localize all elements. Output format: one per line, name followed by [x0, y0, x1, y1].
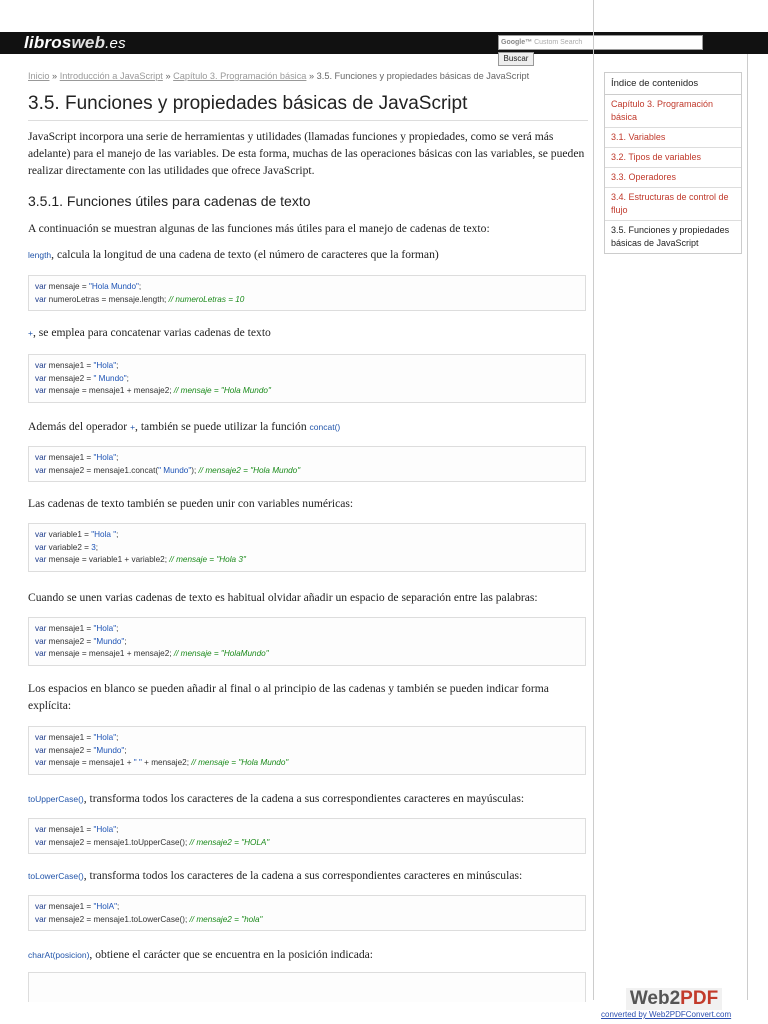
page-title: 3.5. Funciones y propiedades básicas de JavaScript	[28, 93, 468, 114]
code-block-1	[28, 275, 586, 311]
paragraph-uppercase: toUpperCase(), transforma todos los caracteres de la cadena a sus correspondientes caracteres en mayúsculas:	[28, 792, 525, 805]
intro-paragraph: JavaScript incorpora una serie de herramientas y utilidades (llamadas funciones y propiedades, como se verá más adelante) para el manejo de las variables. De esta forma, muchas de las operaciones básicas con las variables, se pueden realizar directamente con las utilidades que ofrece JavaScript.	[28, 130, 585, 177]
toc-item-operadores[interactable]: 3.3. Operadores	[605, 168, 741, 188]
inline-code-touppercase: toUpperCase()	[28, 794, 84, 804]
code-line: var mensaje2 = "Mundo";	[35, 636, 127, 646]
table-of-contents	[604, 72, 742, 254]
code-line: var mensaje = "Hola Mundo";	[35, 282, 142, 291]
code-block-9-partial	[28, 972, 586, 1002]
toc-item-current: 3.5. Funciones y propiedades básicas de JavaScript	[611, 225, 730, 248]
toc-item-variables[interactable]: 3.1. Variables	[605, 128, 741, 148]
inline-code-tolowercase: toLowerCase()	[28, 871, 84, 881]
web2pdf-link[interactable]: converted by Web2PDFConvert.com	[601, 1010, 732, 1019]
toc-item-estructuras[interactable]: 3.4. Estructuras de control de flujo	[605, 188, 741, 221]
toc-title: Índice de contenidos	[605, 73, 741, 95]
inline-code-length: length	[28, 250, 52, 260]
code-line: var numeroLetras = mensaje.length; // numeroLetras = 10	[35, 294, 245, 304]
paragraph-plus: +, se emplea para concatenar varias cadenas de texto	[28, 326, 271, 339]
code-line: var mensaje = variable1 + variable2; // mensaje = "Hola 3"	[35, 555, 246, 564]
inline-code-charat: charAt(posicion)	[28, 950, 90, 960]
title-divider	[28, 120, 588, 121]
code-line: var mensaje1 = "Hola";	[35, 733, 119, 742]
sidebar-rail-right	[747, 54, 748, 1000]
sidebar-rail	[593, 0, 594, 1000]
paragraph-explicit: Los espacios en blanco se pueden añadir al final o al principio de las cadenas y también se pueden indicar forma explícita:	[28, 682, 549, 712]
paragraph-intro-functions: A continuación se muestran algunas de las funciones más útiles para el manejo de cadenas de texto:	[28, 222, 490, 235]
code-line: var variable2 = 3;	[35, 542, 99, 552]
breadcrumb-link-inicio[interactable]: Inicio	[28, 71, 50, 81]
code-line: var mensaje2 = mensaje1.concat(" Mundo"); // mensaje2 = "Hola Mundo"	[35, 465, 301, 475]
code-block-2	[28, 354, 586, 403]
paragraph-length: length, calcula la longitud de una cadena de texto (el número de caracteres que la forman)	[28, 248, 439, 261]
code-line: var mensaje = mensaje1 + " " + mensaje2; // mensaje = "Hola Mundo"	[35, 758, 289, 767]
search-input[interactable]: Google™ Custom Search	[498, 35, 703, 50]
search-button[interactable]: Buscar	[498, 52, 534, 66]
toc-item-chapter-3[interactable]: Capítulo 3. Programación básica	[605, 95, 741, 128]
code-line: var mensaje2 = " Mundo";	[35, 373, 129, 383]
code-line: var mensaje2 = mensaje1.toUpperCase(); // mensaje2 = "HOLA"	[35, 837, 270, 847]
code-line: var mensaje1 = "Hola";	[35, 361, 119, 370]
paragraph-charat: charAt(posicion), obtiene el carácter que se encuentra en la posición indicada:	[28, 948, 374, 961]
site-logo[interactable]: librosweb.es	[24, 33, 126, 52]
code-line: var variable1 = "Hola ";	[35, 530, 119, 539]
code-block-4	[28, 523, 586, 572]
code-block-8	[28, 895, 586, 931]
breadcrumb-link-intro[interactable]: Introducción a JavaScript	[59, 71, 163, 81]
toc-item-tipos[interactable]: 3.2. Tipos de variables	[605, 148, 741, 168]
code-block-5	[28, 617, 586, 666]
paragraph-lowercase: toLowerCase(), transforma todos los caracteres de la cadena a sus correspondientes caracteres en minúsculas:	[28, 869, 523, 882]
inline-code-plus: +	[28, 328, 33, 338]
breadcrumb: Inicio » Introducción a JavaScript » Capítulo 3. Programación básica » 3.5. Funciones y propiedades básicas de JavaScript	[28, 71, 530, 81]
web2pdf-logo: Web2PDF	[626, 988, 722, 1010]
code-line: var mensaje = mensaje1 + mensaje2; // mensaje = "HolaMundo"	[35, 649, 269, 658]
inline-code-plus-2: +	[130, 422, 136, 432]
section-subtitle: 3.5.1. Funciones útiles para cadenas de texto	[28, 193, 311, 209]
code-block-6	[28, 726, 586, 775]
code-block-7	[28, 818, 586, 854]
code-line: var mensaje1 = "Hola";	[35, 825, 119, 834]
paragraph-concat: Además del operador +, también se puede utilizar la función concat()	[28, 420, 341, 433]
inline-code-concat: concat()	[309, 422, 341, 432]
paragraph-numeric: Las cadenas de texto también se pueden unir con variables numéricas:	[28, 497, 354, 510]
code-block-3	[28, 446, 586, 482]
code-line: var mensaje2 = mensaje1.toLowerCase(); // mensaje2 = "hola"	[35, 914, 263, 924]
code-line: var mensaje2 = "Mundo";	[35, 745, 127, 755]
breadcrumb-current: 3.5. Funciones y propiedades básicas de JavaScript	[316, 71, 530, 81]
breadcrumb-link-chapter[interactable]: Capítulo 3. Programación básica	[173, 71, 307, 81]
paragraph-spaces: Cuando se unen varias cadenas de texto es habitual olvidar añadir un espacio de separación entre las palabras:	[28, 591, 538, 604]
code-line: var mensaje1 = "HolA";	[35, 902, 120, 911]
code-line: var mensaje1 = "Hola";	[35, 453, 119, 462]
code-line: var mensaje1 = "Hola";	[35, 624, 119, 633]
code-line: var mensaje = mensaje1 + mensaje2; // mensaje = "Hola Mundo"	[35, 386, 271, 395]
